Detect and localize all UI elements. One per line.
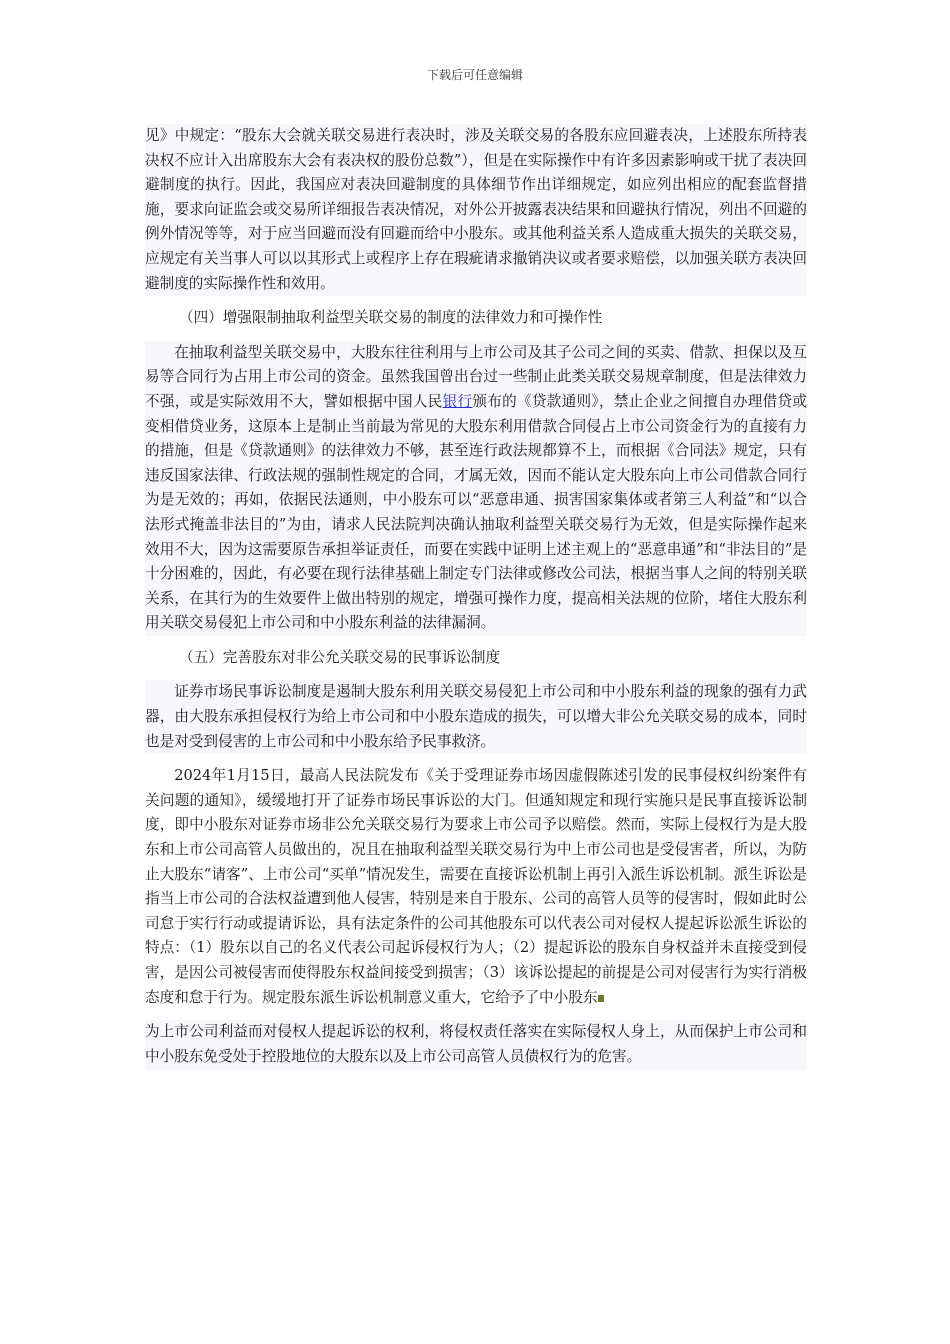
paragraph-voting-recusal: 见》中规定：“股东大会就关联交易进行表决时，涉及关联交易的各股东应回避表决，上述股东所持表决权不应计入出席股东大会有表决权的股份总数”），但是在实际操作中有许多因素影响或干扰了表决回避制度的执行。因此，我国应对表决回避制度的具体细节作出详细规定，如应列出相应的配套监督措施，要求向证监会或交易所详细报告表决情况，对外公开披露表决结果和回避执行情况，列出不回避的例外情况等等，对于应当回避而没有回避而给中小股东。或其他利益关系人造成重大损失的关联交易，应规定有关当事人可以以其形式上或程序上存在瑕疵请求撤销决议或者要求赔偿，以加强关联方表决回避制度的实际操作性和效用。 [145,124,807,296]
paragraph-text: 2024年1月15日，最高人民法院发布《关于受理证券市场因虚假陈述引发的民事侵权纠纷案件有关问题的通知》，缓缓地打开了证券市场民事诉讼的大门。但通知规定和现行实施只是民事直接诉讼制度，即中小股东对证券市场非公允关联交易行为要求上市公司予以赔偿。然而，实际上侵权行为是大股东和上市公司高管人员做出的，况且在抽取利益型关联交易行为中上市公司也是受侵害者，所以，为防止大股东“请客”、上市公司“买单”情况发生，需要在直接诉讼机制上再引入派生诉讼机制。派生诉讼是指当上市公司的合法权益遭到他人侵害，特别是来自于股东、公司的高管人员等的侵害时，假如此时公司怠于实行行动或提请诉讼，具有法定条件的公司其他股东可以代表公司对侵权人提起诉讼派生诉讼的特点：（1）股东以自己的名义代表公司起诉侵权行为人；（2）提起诉讼的股东自身权益并未直接受到侵害，是因公司被侵害而使得股东权益间接受到损害；（3）该诉讼提起的前提是公司对侵害行为实行消极态度和怠于行为。规定股东派生诉讼机制意义重大，它给予了中小股东 [145,767,807,1006]
paragraph-derivative-suit [145,764,807,1010]
paragraph-text-a: 在抽取利益型关联交易中，大股东往往利用与上市公司及其子公司之间的买卖、借款、担保以及互易等合同行为占用上市公司的资金。虽然我国曾出台过一些制止此类关联交易规章制度，但是法律效力不强，或是实际效用不大，譬如根据中国人民 [145,343,807,410]
paragraph-text-b: 颁布的《贷款通则》，禁止企业之间擅自办理借贷或变相借贷业务，这原本上是制止当前最为常见的大股东利用借款合同侵占上市公司资金行为的直接有力的措施，但是《贷款通则》的法律效力不够，甚至连行政法规都算不上，而根据《合同法》规定，只有违反国家法律、行政法规的强制性规定的合同，才属无效，因而不能认定大股东向上市公司借款合同行为是无效的；再如，依据民法通则，中小股东可以“恶意串通、损害国家集体或者第三人利益”和“以合法形式掩盖非法目的”为由，请求人民法院判决确认抽取利益型关联交易行为无效，但是实际操作起来效用不大，因为这需要原告承担举证责任，而要在实践中证明上述主观上的“恶意串通”和“非法目的”是十分困难的，因此，有必要在现行法律基础上制定专门法律或修改公司法，根据当事人之间的特别关联关系，在其行为的生效要件上做出特别的规定，增强可操作力度，提高相关法规的位阶，堵住大股东利用关联交易侵犯上市公司和中小股东利益的法律漏洞。 [145,392,807,632]
page-header: 下载后可任意编辑 [426,68,523,82]
bank-link[interactable]: 银行 [442,392,473,410]
paragraph-civil-litigation: 证券市场民事诉讼制度是遏制大股东利用关联交易侵犯上市公司和中小股东利益的现象的强有力武器，由大股东承担侵权行为给上市公司和中小股东造成的损失，可以增大非公允关联交易的成本，同时也是对受到侵害的上市公司和中小股东给予民事救济。 [145,680,807,754]
paragraph-benefit-extraction [145,341,807,636]
section-heading-4: （四）增强限制抽取利益型关联交易的制度的法律效力和可操作性 [179,309,603,327]
anchor-marker-icon [598,995,604,1002]
paragraph-derivative-conclusion: 为上市公司利益而对侵权人提起诉讼的权利，将侵权责任落实在实际侵权人身上，从而保护上市公司和中小股东免受处于控股地位的大股东以及上市公司高管人员债权行为的危害。 [145,1020,807,1069]
section-heading-5: （五）完善股东对非公允关联交易的民事诉讼制度 [179,648,501,666]
document-body [145,124,807,1069]
